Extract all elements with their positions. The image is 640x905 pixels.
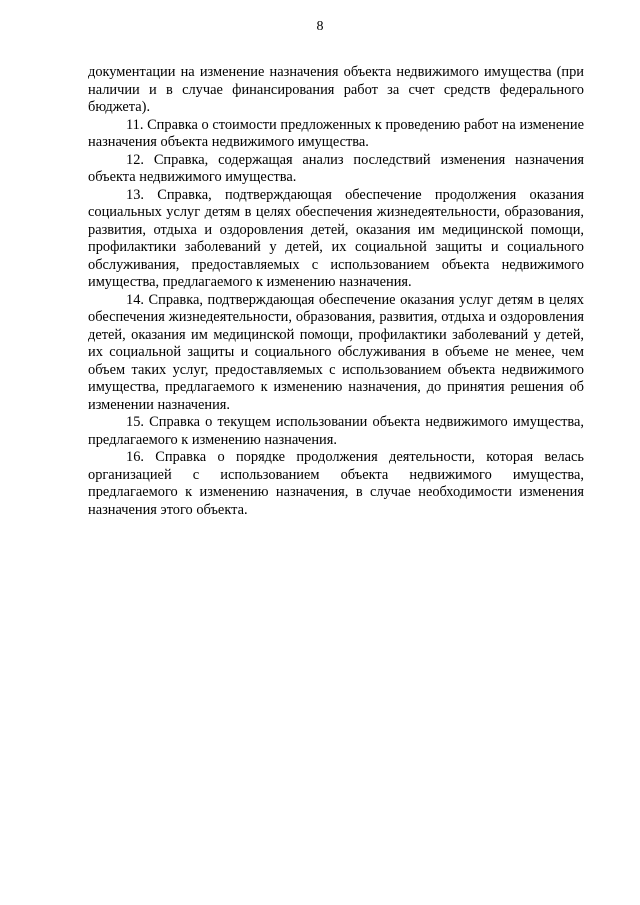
document-body xyxy=(88,64,584,519)
page-number: 8 xyxy=(316,19,324,34)
paragraph-item-13: 13. Справка, подтверждающая обеспечение продолжения оказания социальных услуг детям в целях обеспечения жизнедеятельности, образования, развития, отдыха и оздоровления детей, оказания им медицинской помощи, профилактики заболеваний у детей, их социальной защиты и социального обслуживания, предоставляемых с использованием объекта недвижимого имущества, предлагаемого к изменению назначения. xyxy=(88,186,584,290)
paragraph-item-15: 15. Справка о текущем использовании объекта недвижимого имущества, предлагаемого к изменению назначения. xyxy=(88,414,584,448)
paragraph-item-14: 14. Справка, подтверждающая обеспечение оказания услуг детям в целях обеспечения жизнедеятельности, образования, развития, отдыха и оздоровления детей, оказания им медицинской помощи, профилактики заболеваний у детей, их социальной защиты и социального обслуживания в объеме не менее, чем объем таких услуг, предоставляемых с использованием объекта недвижимого имущества, предлагаемого к изменению назначения, до принятия решения об изменении назначения. xyxy=(88,291,584,413)
paragraph-item-16: 16. Справка о порядке продолжения деятельности, которая велась организацией с использованием объекта недвижимого имущества, предлагаемого к изменению назначения, в случае необходимости изменения назначения этого объекта. xyxy=(88,449,584,518)
paragraph-item-12: 12. Справка, содержащая анализ последствий изменения назначения объекта недвижимого имущества. xyxy=(88,151,584,185)
paragraph-continuation: документации на изменение назначения объекта недвижимого имущества (при наличии и в случае финансирования работ за счет средств федерального бюджета). xyxy=(88,64,584,115)
paragraph-item-11: 11. Справка о стоимости предложенных к проведению работ на изменение назначения объекта недвижимого имущества. xyxy=(88,116,584,150)
